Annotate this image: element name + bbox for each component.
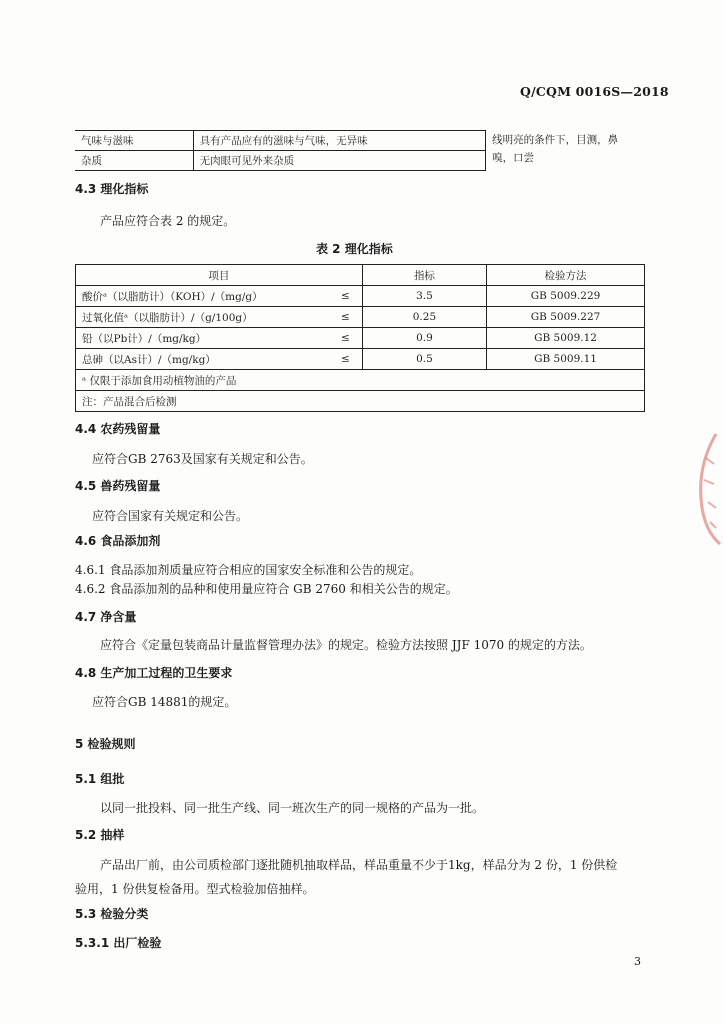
table-row: [76, 307, 645, 328]
table-cell: 0.5: [362, 349, 486, 370]
page-number: 3: [634, 955, 641, 968]
table-caption: 表 2 理化指标: [316, 242, 393, 256]
column-header: 项目: [76, 265, 363, 286]
document-code: Q/CQM 0016S—2018: [520, 84, 669, 99]
section-heading: 4.8 生产加工过程的卫生要求: [75, 666, 233, 680]
paragraph: 应符合国家有关规定和公告。: [92, 509, 249, 523]
table-footnote: ᵃ 仅限于添加食用动植物油的产品: [76, 370, 645, 391]
list-item: 4.6.2 食品添加剂的品种和使用量应符合 GB 2760 和相关公告的规定。: [75, 582, 458, 596]
table-note: 注：产品混合后检测: [76, 391, 645, 412]
section-heading: 5.2 抽样: [75, 828, 125, 842]
table-row: [76, 286, 645, 307]
physicochemical-table: [75, 264, 645, 412]
section-heading: 4.3 理化指标: [75, 182, 149, 196]
section-heading: 4.6 食品添加剂: [75, 534, 161, 548]
paragraph-line: 验用，1 份供复检备用。型式检验加倍抽样。: [75, 882, 315, 896]
table-header-row: [76, 265, 645, 286]
table-cell: 杂质: [75, 151, 193, 171]
table-row: [75, 131, 645, 151]
table-cell: 0.9: [362, 328, 486, 349]
paragraph: 应符合GB 2763及国家有关规定和公告。: [92, 452, 313, 466]
table-row: [76, 349, 645, 370]
table-note-row: [76, 391, 645, 412]
paragraph: 产品应符合表 2 的规定。: [100, 214, 236, 228]
table-cell: ≤: [286, 307, 362, 328]
stamp-mark: [686, 428, 724, 548]
list-item: 4.6.1 食品添加剂质量应符合相应的国家安全标准和公告的规定。: [75, 563, 422, 577]
table-cell: GB 5009.12: [487, 328, 645, 349]
section-heading: 5.3 检验分类: [75, 907, 149, 921]
table-footnote-row: [76, 370, 645, 391]
table-cell-method: 线明亮的条件下，目测，鼻嗅，口尝: [486, 131, 645, 171]
table-cell: 3.5: [362, 286, 486, 307]
paragraph-line: 产品出厂前，由公司质检部门逐批随机抽取样品，样品重量不少于1kg，样品分为 2 份，1 份供检: [100, 858, 618, 872]
section-heading: 5.1 组批: [75, 772, 125, 786]
table-cell: 总砷（以As计）/（mg/kg）: [76, 349, 287, 370]
table-cell: ≤: [286, 328, 362, 349]
table-cell: ≤: [286, 286, 362, 307]
table-cell: 气味与滋味: [75, 131, 193, 151]
section-heading: 5.3.1 出厂检验: [75, 936, 162, 950]
table-cell: ≤: [286, 349, 362, 370]
column-header: 检验方法: [487, 265, 645, 286]
table-cell: 过氧化值ᵃ（以脂肪计）/（g/100g）: [76, 307, 287, 328]
section-heading: 4.4 农药残留量: [75, 422, 161, 436]
sensory-table: [75, 130, 645, 171]
table-cell: 无肉眼可见外来杂质: [193, 151, 486, 171]
paragraph: 以同一批投料、同一批生产线、同一班次生产的同一规格的产品为一批。: [100, 801, 485, 815]
table-cell: GB 5009.227: [487, 307, 645, 328]
table-row: [76, 328, 645, 349]
table-cell: 0.25: [362, 307, 486, 328]
table-cell: GB 5009.229: [487, 286, 645, 307]
column-header: 指标: [362, 265, 486, 286]
paragraph: 应符合GB 14881的规定。: [92, 695, 237, 709]
paragraph: 应符合《定量包装商品计量监督管理办法》的规定。检验方法按照 JJF 1070 的规定的方法。: [100, 638, 592, 652]
section-heading: 4.5 兽药残留量: [75, 479, 161, 493]
table-cell: GB 5009.11: [487, 349, 645, 370]
section-heading: 5 检验规则: [75, 737, 136, 751]
table-cell: 具有产品应有的滋味与气味，无异味: [193, 131, 486, 151]
section-heading: 4.7 净含量: [75, 610, 137, 624]
table-cell: 铅（以Pb计）/（mg/kg）: [76, 328, 287, 349]
table-cell: 酸价ᵃ（以脂肪计）（KOH）/（mg/g）: [76, 286, 287, 307]
